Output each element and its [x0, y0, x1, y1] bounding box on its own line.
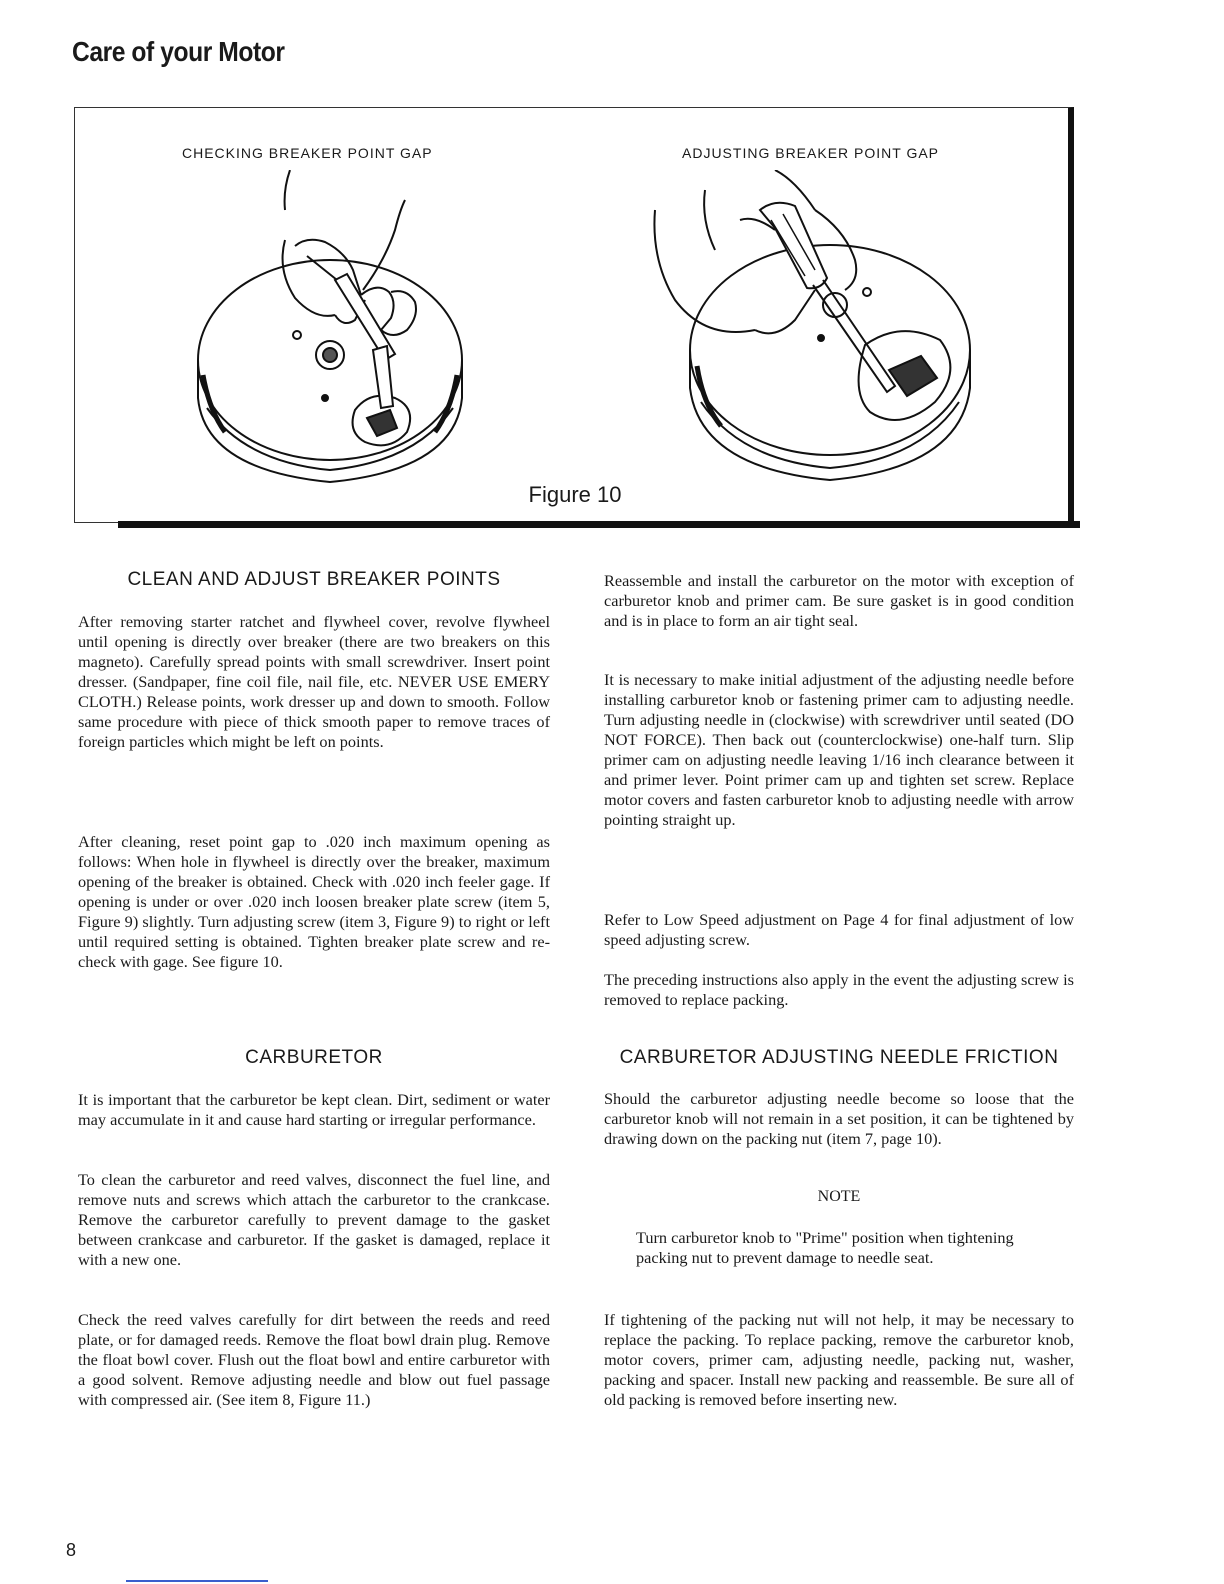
paragraph-reassemble-4: The preceding instructions also apply in the event the adjusting screw is removed to replace packing. — [604, 970, 1074, 1009]
heading-clean-adjust-breaker-points: CLEAN AND ADJUST BREAKER POINTS — [127, 569, 501, 590]
figure-10-panel — [74, 107, 1074, 523]
note-label: NOTE — [817, 1188, 861, 1205]
note-body: Turn carburetor knob to "Prime" position when tightening packing nut to prevent damage to needle seat. — [636, 1228, 1014, 1267]
figure-label: Figure 10 — [528, 482, 622, 507]
page-number: 8 — [66, 1540, 77, 1560]
paragraph-needle-1: Should the carburetor adjusting needle become so loose that the carburetor knob will not remain in a set position, it can be tightened by drawing down on the packing nut (item 7, page 10). — [604, 1089, 1074, 1148]
left-figure-caption: CHECKING BREAKER POINT GAP — [182, 145, 433, 161]
figure-panel-shadow — [118, 521, 1080, 528]
right-figure-caption: ADJUSTING BREAKER POINT GAP — [682, 145, 940, 161]
hand-screwdriver-on-flywheel-icon — [645, 170, 975, 490]
paragraph-clean-2: After cleaning, reset point gap to .020 inch maximum opening as follows: When hole in flywheel is directly over the breaker, maximum opening of the breaker is obtained. Check with .020 inch feeler gage. If opening is under or over .020 inch loosen breaker plate screw (item 5, Figure 9) slightly. Turn adjusting screw (item 3, Figure 9) to right or left until required setting is obtained. Tighten breaker plate screw and re-check with gage. See figure 10. — [78, 832, 550, 971]
paragraph-carburetor-1: It is important that the carburetor be kept clean. Dirt, sediment or water may accumulate in it and cause hard starting or irregular performance. — [78, 1090, 550, 1129]
heading-adjusting-needle-friction: CARBURETOR ADJUSTING NEEDLE FRICTION — [619, 1047, 1059, 1068]
paragraph-reassemble-2: It is necessary to make initial adjustment of the adjusting needle before installing carburetor knob or fastening primer cam to adjusting needle. Turn adjusting needle in (clockwise) with screwdriver until seated (DO NOT FORCE). Then back out (counterclockwise) one-half turn. Slip primer cam on adjusting needle leaving 1/16 inch clearance between it and primer lever. Point primer cam up and tighten set screw. Replace motor covers and fasten carburetor knob to adjusting needle with arrow pointing straight up. — [604, 670, 1074, 829]
paragraph-clean-1: After removing starter ratchet and flywheel cover, revolve flywheel until opening is directly over breaker (there are two breakers on this magneto). Carefully spread points with small screwdriver. Insert point dresser. (Sandpaper, fine coil file, nail file, etc. NEVER USE EMERY CLOTH.) Release points, work dresser up and down to smooth. Follow same procedure with piece of thick smooth paper to remove traces of foreign particles which might be left on points. — [78, 612, 550, 751]
heading-carburetor: CARBURETOR — [245, 1047, 383, 1068]
paragraph-reassemble-1: Reassemble and install the carburetor on the motor with exception of carburetor knob and primer cam. Be sure gasket is in good condition and is in place to form an air tight seal. — [604, 571, 1074, 630]
paragraph-carburetor-2: To clean the carburetor and reed valves, disconnect the fuel line, and remove nuts and screws which attach the carburetor to the crankcase. Remove the carburetor carefully to prevent damage to the gasket between crankcase and carburetor. If the gasket is damaged, replace it with a new one. — [78, 1170, 550, 1269]
paragraph-carburetor-3: Check the reed valves carefully for dirt between the reeds and reed plate, or for damaged reeds. Remove the float bowl drain plug. Remove the float bowl cover. Flush out the float bowl and entire carburetor with a good solvent. Remove adjusting needle and blow out fuel passage with compressed air. (See item 8, Figure 11.) — [78, 1310, 550, 1409]
scan-edge-line — [126, 1580, 268, 1582]
paragraph-reassemble-3: Refer to Low Speed adjustment on Page 4 for final adjustment of low speed adjusting screw. — [604, 910, 1074, 949]
page-title: Care of your Motor — [72, 36, 285, 67]
paragraph-needle-2: If tightening of the packing nut will not help, it may be necessary to replace the packing. To replace packing, remove the carburetor knob, motor covers, primer cam, adjusting needle, packing nut, washer, packing and spacer. Install new packing and reassemble. Be sure all of old packing is removed before inserting new. — [604, 1310, 1074, 1409]
hand-feeler-gage-on-flywheel-icon — [185, 170, 475, 490]
